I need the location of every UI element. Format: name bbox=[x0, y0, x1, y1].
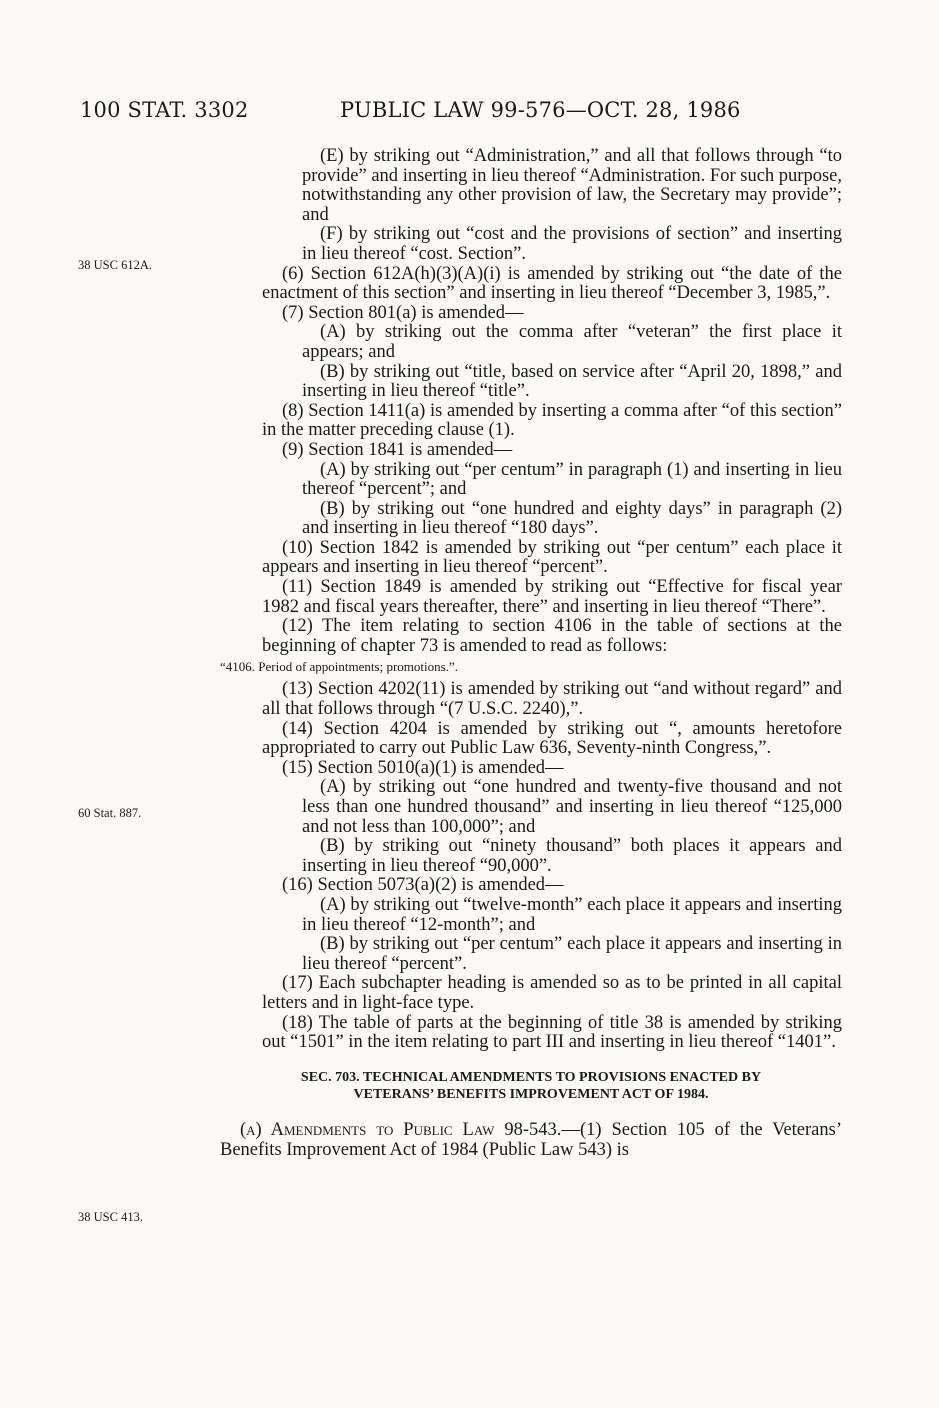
body-text bbox=[220, 146, 842, 1179]
paragraph-e: (E) by striking out “Administration,” and all that follows through “to provide” and inserting in lieu thereof “Administration. For such purpose, notwithstanding any other provision of law, the Secretary may provide”; and bbox=[302, 146, 842, 225]
paragraph-15: (15) Section 5010(a)(1) is amended— bbox=[282, 757, 564, 778]
paragraph-14: (14) Section 4204 is amended by striking out “, amounts heretofore appropriated to carry out Public Law 636, Seventy-ninth Congress,”. bbox=[262, 718, 842, 759]
running-header: PUBLIC LAW 99-576—OCT. 28, 1986 bbox=[340, 98, 741, 122]
page-stat-number: 100 STAT. 3302 bbox=[80, 98, 249, 122]
paragraph-12-amended-item: “4106. Period of appointments; promotions.”. bbox=[220, 659, 458, 675]
paragraph-9a: (A) by striking out “per centum” in paragraph (1) and inserting in lieu thereof “percent”; and bbox=[302, 459, 842, 500]
paragraph-16b: (B) by striking out “per centum” each place it appears and inserting in lieu thereof “percent”. bbox=[302, 934, 842, 974]
paragraph-18: (18) The table of parts at the beginning of title 38 is amended by striking out “1501” in the item relating to part III and inserting in lieu thereof “1401”. bbox=[262, 1012, 842, 1053]
paragraph-f: (F) by striking out “cost and the provisions of section” and inserting in lieu thereof “cost. Section”. bbox=[302, 224, 842, 264]
margin-note-stat887: 60 Stat. 887. bbox=[78, 806, 142, 820]
paragraph-9: (9) Section 1841 is amended— bbox=[282, 439, 513, 460]
paragraph-16: (16) Section 5073(a)(2) is amended— bbox=[282, 875, 564, 896]
section-heading bbox=[220, 1069, 842, 1103]
paragraph-16a: (A) by striking out “twelve-month” each place it appears and inserting in lieu thereof “12-month”; and bbox=[302, 894, 842, 935]
subsection-heading: (a) Amendments to Public Law 98-543. bbox=[240, 1120, 562, 1141]
margin-note-usc612a: 38 USC 612A. bbox=[78, 258, 152, 272]
section-heading-line1: SEC. 703. TECHNICAL AMENDMENTS TO PROVISIONS ENACTED BY bbox=[300, 1069, 762, 1085]
paragraph-15a: (A) by striking out “one hundred and twenty-five thousand and not less than one hundred thousand” and inserting in lieu thereof “125,000 and not less than 100,000”; and bbox=[302, 777, 842, 837]
paragraph-13: (13) Section 4202(11) is amended by striking out “and without regard” and all that follows through “(7 U.S.C. 2240),”. bbox=[262, 679, 842, 720]
final-paragraph bbox=[220, 1121, 842, 1160]
section-heading-line2: VETERANS’ BENEFITS IMPROVEMENT ACT OF 1984. bbox=[353, 1086, 709, 1102]
paragraph-7a: (A) by striking out the comma after “veteran” the first place it appears; and bbox=[302, 322, 842, 362]
paragraph-8: (8) Section 1411(a) is amended by inserting a comma after “of this section” in the matter preceding clause (1). bbox=[262, 400, 842, 441]
paragraph-11: (11) Section 1849 is amended by striking out “Effective for fiscal year 1982 and fiscal years thereafter, there” and inserting in lieu thereof “There”. bbox=[262, 577, 842, 617]
paragraph-9b: (B) by striking out “one hundred and eighty days” in paragraph (2) and inserting in lieu thereof “180 days”. bbox=[302, 498, 842, 539]
margin-note-usc413: 38 USC 413. bbox=[78, 1210, 143, 1224]
paragraph-7b: (B) by striking out “title, based on service after “April 20, 1898,” and inserting in lieu thereof “title”. bbox=[302, 361, 842, 402]
paragraph-6: (6) Section 612A(h)(3)(A)(i) is amended by striking out “the date of the enactment of this section” and inserting in lieu thereof “December 3, 1985,”. bbox=[262, 263, 842, 304]
paragraph-17: (17) Each subchapter heading is amended so as to be printed in all capital letters and in light-face type. bbox=[262, 973, 842, 1013]
paragraph-10: (10) Section 1842 is amended by striking out “per centum” each place it appears and inserting in lieu thereof “percent”. bbox=[262, 537, 842, 578]
paragraph-12: (12) The item relating to section 4106 in the table of sections at the beginning of chapter 73 is amended to read as follows: bbox=[262, 616, 842, 656]
final-paragraph-text: —(1) Section 105 of the Veterans’ Benefits Improvement Act of 1984 (Public Law 543) is bbox=[220, 1120, 842, 1160]
paragraph-7: (7) Section 801(a) is amended— bbox=[282, 302, 524, 323]
paragraph-15b: (B) by striking out “ninety thousand” both places it appears and inserting in lieu thereof “90,000”. bbox=[302, 836, 842, 876]
